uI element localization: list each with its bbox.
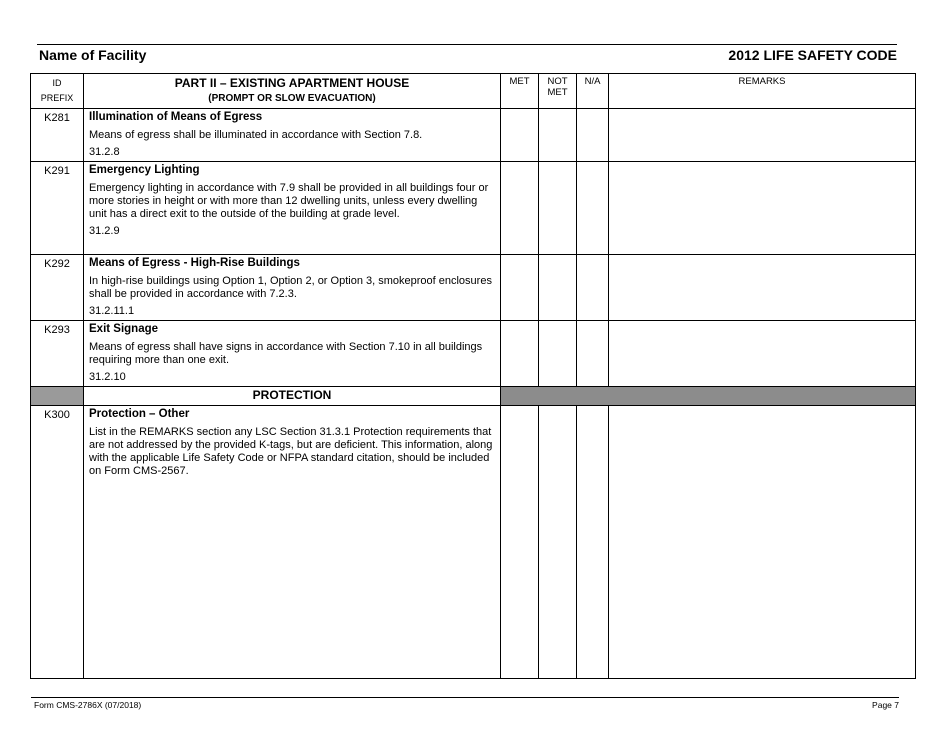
k-id: K292 (31, 255, 84, 321)
not-met-header (539, 74, 577, 109)
k-description (84, 406, 501, 679)
table-row (31, 162, 916, 255)
k-description (84, 162, 501, 255)
k-reference: 31.2.10 (89, 371, 126, 383)
remarks-cell[interactable] (609, 321, 916, 387)
section-label: PROTECTION (84, 387, 501, 406)
k-reference: 31.2.9 (89, 225, 120, 237)
id-header-line2: PREFIX (40, 93, 74, 103)
section-row (31, 387, 916, 406)
part-header (84, 74, 501, 109)
met-cell[interactable] (501, 109, 539, 162)
k-title: Exit Signage (89, 323, 159, 335)
id-prefix-header (31, 74, 84, 109)
met-cell[interactable] (501, 406, 539, 679)
k-body: In high-rise buildings using Option 1, Option 2, or Option 3, smokeproof enclosures shall be provided in accordance with 7.2.3. (89, 275, 492, 300)
table-row (31, 109, 916, 162)
section-shaded-cell (501, 387, 916, 406)
part-title: PART II – EXISTING APARTMENT HOUSE (174, 76, 410, 90)
k-reference: 31.2.11.1 (89, 305, 135, 317)
met-cell[interactable] (501, 321, 539, 387)
not-met-cell[interactable] (539, 321, 577, 387)
not-met-line1: NOT (547, 76, 568, 87)
k-body: Emergency lighting in accordance with 7.9 shall be provided in all buildings four or more stories in height or with more than 12 dwelling units, unless every dwelling unit has a direct exit to the outside of the building at grade level. (89, 182, 489, 220)
na-header: N/A (577, 74, 609, 109)
k-title: Illumination of Means of Egress (89, 111, 263, 123)
k-body: Means of egress shall be illuminated in accordance with Section 7.8. (89, 129, 423, 141)
id-header-line1: ID (52, 78, 62, 88)
section-id-cell (31, 387, 84, 406)
k-title: Protection – Other (89, 408, 190, 420)
na-cell[interactable] (577, 255, 609, 321)
part-subtitle: (PROMPT OR SLOW EVACUATION) (208, 93, 376, 104)
facility-name-label: Name of Facility (39, 47, 147, 63)
met-header: MET (501, 74, 539, 109)
not-met-cell[interactable] (539, 255, 577, 321)
k-title: Means of Egress - High-Rise Buildings (89, 257, 300, 269)
met-cell[interactable] (501, 255, 539, 321)
k-description (84, 255, 501, 321)
form-id: Form CMS-2786X (07/2018) (34, 700, 142, 710)
remarks-cell[interactable] (609, 162, 916, 255)
remarks-cell[interactable] (609, 109, 916, 162)
k-body: Means of egress shall have signs in accordance with Section 7.10 in all buildings requiring more than one exit. (89, 341, 483, 366)
na-cell[interactable] (577, 162, 609, 255)
table-header-row (31, 74, 916, 109)
page-number: Page 7 (872, 700, 899, 710)
met-cell[interactable] (501, 162, 539, 255)
remarks-cell[interactable] (609, 255, 916, 321)
checklist-table (30, 73, 916, 679)
not-met-cell[interactable] (539, 109, 577, 162)
k-description (84, 109, 501, 162)
table-row (31, 406, 916, 679)
k-id: K281 (31, 109, 84, 162)
k-reference: 31.2.8 (89, 146, 120, 158)
k-title: Emergency Lighting (89, 164, 200, 176)
page-header (37, 44, 897, 67)
not-met-cell[interactable] (539, 162, 577, 255)
na-cell[interactable] (577, 321, 609, 387)
na-cell[interactable] (577, 406, 609, 679)
table-row (31, 321, 916, 387)
not-met-cell[interactable] (539, 406, 577, 679)
table-row (31, 255, 916, 321)
remarks-cell[interactable] (609, 406, 916, 679)
page-footer (31, 697, 899, 710)
code-title: 2012 LIFE SAFETY CODE (728, 47, 897, 63)
k-description (84, 321, 501, 387)
k-body: List in the REMARKS section any LSC Section 31.3.1 Protection requirements that are not addressed by the provided K-tags, but are deficient. This information, along with the applicable Life Safety Code or NFPA standard citation, should be included on Form CMS-2567. (89, 426, 493, 477)
na-cell[interactable] (577, 109, 609, 162)
not-met-line2: MET (547, 87, 568, 98)
k-id: K291 (31, 162, 84, 255)
k-id: K293 (31, 321, 84, 387)
remarks-header: REMARKS (609, 74, 916, 109)
k-id: K300 (31, 406, 84, 679)
